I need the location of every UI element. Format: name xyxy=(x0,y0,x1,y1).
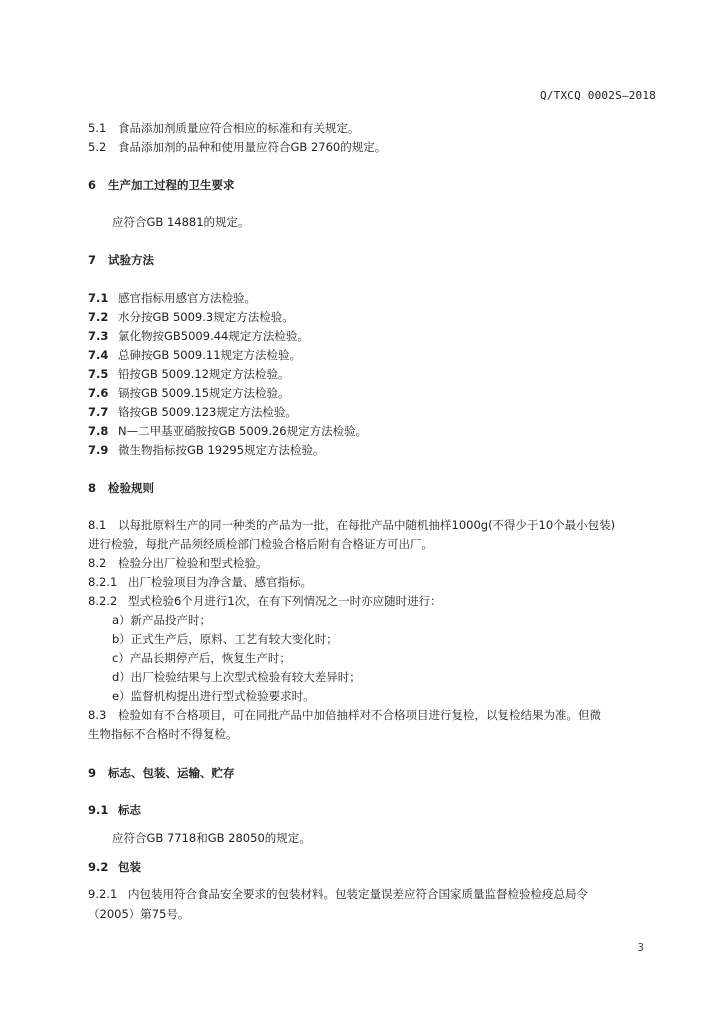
clause-7-6: 7.6 镉按GB 5009.15规定方法检验。 xyxy=(88,386,290,400)
clause-8-2: 8.2 检验分出厂检验和型式检验。 xyxy=(88,556,268,570)
clause-8-2-1: 8.2.1 出厂检验项目为净含量、感官指标。 xyxy=(88,575,312,589)
list-item-a: a）新产品投产时； xyxy=(112,613,212,627)
page-number: 3 xyxy=(637,942,644,954)
para-6: 应符合GB 14881的规定。 xyxy=(112,215,250,229)
clause-5-1: 5.1 食品添加剂质量应符合相应的标准和有关规定。 xyxy=(88,121,360,135)
standard-code-header: Q/TXCQ 0002S—2018 xyxy=(540,89,656,102)
clause-7-9: 7.9 微生物指标按GB 19295规定方法检验。 xyxy=(88,443,325,457)
list-item-d: d）出厂检验结果与上次型式检验有较大差异时； xyxy=(112,670,361,684)
clause-7-8: 7.8 N—二甲基亚硝胺按GB 5009.26规定方法检验。 xyxy=(88,424,368,438)
list-item-c: c）产品长期停产后，恢复生产时； xyxy=(112,651,291,665)
clause-8-2-2: 8.2.2 型式检验6个月进行1次，在有下列情况之一时亦应随时进行： xyxy=(88,594,442,608)
heading-9: 9 标志、包装、运输、贮存 xyxy=(88,766,235,780)
clause-8-1-continued: 进行检验，每批产品须经质检部门检验合格后附有合格证方可出厂。 xyxy=(88,537,433,551)
list-item-b: b）正式生产后，原料、工艺有较大变化时； xyxy=(112,632,338,646)
heading-9-2: 9.2 包装 xyxy=(88,860,141,874)
clause-7-5: 7.5 铅按GB 5009.12规定方法检验。 xyxy=(88,367,290,381)
clause-5-2: 5.2 食品添加剂的品种和使用量应符合GB 2760的规定。 xyxy=(88,140,387,154)
clause-7-4: 7.4 总砷按GB 5009.11规定方法检验。 xyxy=(88,348,302,362)
clause-7-7: 7.7 铬按GB 5009.123规定方法检验。 xyxy=(88,405,297,419)
heading-7: 7 试验方法 xyxy=(88,253,154,267)
para-9-1: 应符合GB 7718和GB 28050的规定。 xyxy=(112,831,311,845)
heading-9-1: 9.1 标志 xyxy=(88,803,141,817)
list-item-e: e）监督机构提出进行型式检验要求时。 xyxy=(112,689,315,703)
clause-9-2-1-continued: （2005）第75号。 xyxy=(88,907,190,921)
clause-8-1: 8.1 以每批原料生产的同一种类的产品为一批，在每批产品中随机抽样1000g(不得少于10个最小包装) xyxy=(88,518,616,532)
clause-8-3: 8.3 检验如有不合格项目，可在同批产品中加倍抽样对不合格项目进行复检，以复检结果为准。但微 xyxy=(88,708,601,722)
heading-8: 8 检验规则 xyxy=(88,481,154,495)
clause-7-3: 7.3 氯化物按GB5009.44规定方法检验。 xyxy=(88,329,309,343)
heading-6: 6 生产加工过程的卫生要求 xyxy=(88,178,235,192)
clause-7-2: 7.2 水分按GB 5009.3规定方法检验。 xyxy=(88,310,294,324)
clause-7-1: 7.1 感官指标用感官方法检验。 xyxy=(88,291,256,305)
clause-8-3-continued: 生物指标不合格时不得复检。 xyxy=(88,727,238,741)
clause-9-2-1: 9.2.1 内包装用符合食品安全要求的包装材料。包装定量误差应符合国家质量监督检验检疫总局令 xyxy=(88,887,588,901)
